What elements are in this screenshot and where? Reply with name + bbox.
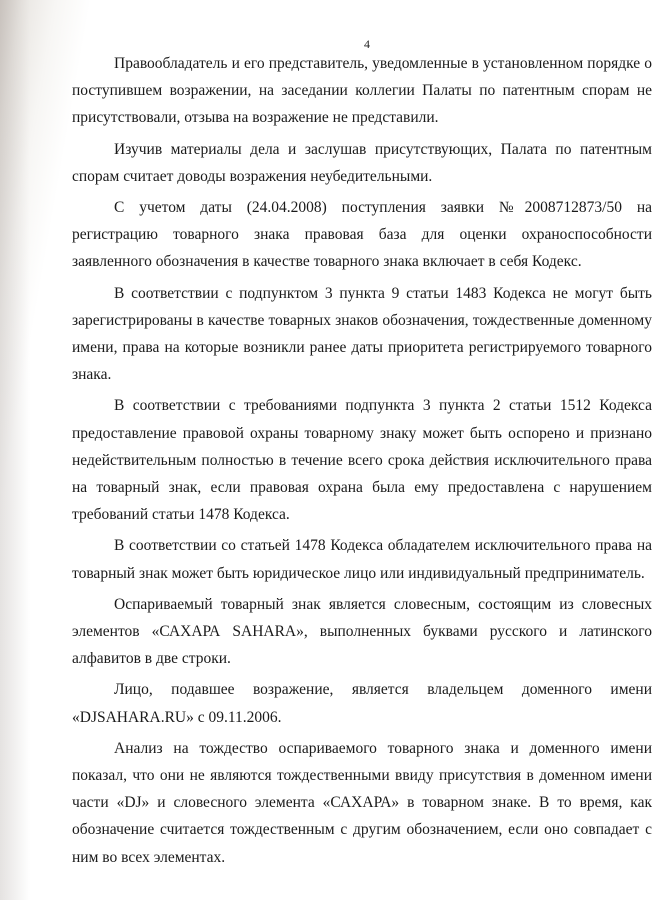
paragraph-2: Изучив материалы дела и заслушав присутствующих, Палата по патентным спорам считает доводы возражения неубедительными. — [72, 140, 652, 185]
paragraph-3: С учетом даты (24.04.2008) поступления заявки №2008712873/50 на регистрацию товарного знака правовая база для оценки охраноспособности заявленного обозначения в качестве товарного знака включает в себя Кодекс. — [72, 199, 652, 271]
paragraph-4: В соответствии с подпунктом 3 пункта 9 статьи 1483 Кодекса не могут быть зарегистрированы в качестве товарных знаков обозначения, тождественные доменному имени, права на которые возникли ранее даты приоритета регистрируемого товарного знака. — [72, 284, 652, 384]
paragraph-7: Оспариваемый товарный знак является словесным, состоящим из словесных элементов «САХАРА SAHARA», выполненных буквами русского и латинского алфавитов в две строки. — [72, 595, 652, 668]
scan-shadow — [0, 0, 30, 900]
document-body — [72, 50, 652, 875]
paragraph-9: Анализ на тождество оспариваемого товарного знака и доменного имени показал, что они не являются тождественными ввиду присутствия в доменном имени части «DJ» и словесного элемента «САХАРА» в товарном знаке. В то время, как обозначение считается тождественным с другим обозначением, если оно совпадает с ним во всех элементах. — [72, 739, 652, 866]
paragraph-5: В соответствии с требованиями подпункта 3 пункта 2 статьи 1512 Кодекса предоставление правовой охраны товарному знаку может быть оспорено и признано недействительным полностью в течение всего срока действия исключительного права на товарный знак, если правовая охрана была ему предоставлена с нарушением требований статьи 1478 Кодекса. — [72, 397, 652, 524]
paragraph-1: Правообладатель и его представитель, уведомленные в установленном порядке о поступившем возражении, на заседании коллегии Палаты по патентным спорам не присутствовали, отзыва на возражение не представили. — [72, 55, 652, 127]
paragraph-8: Лицо, подавшее возражение, является владельцем доменного имени «DJSAHARA.RU» с 09.11.2006. — [72, 681, 652, 726]
paragraph-6: В соответствии со статьей 1478 Кодекса обладателем исключительного права на товарный знак может быть юридическое лицо или индивидуальный предприниматель. — [72, 537, 652, 582]
page-number: 4 — [364, 37, 370, 51]
